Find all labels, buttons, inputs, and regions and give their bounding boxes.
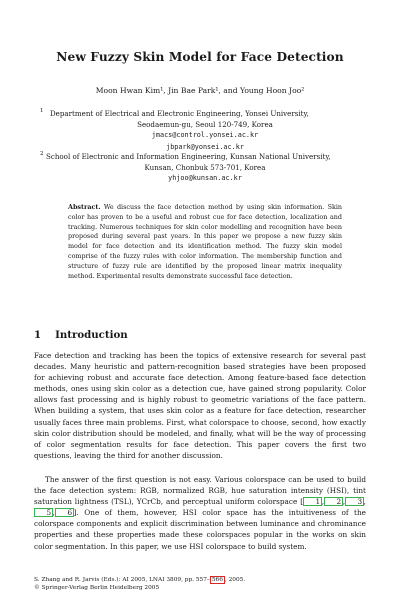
citation-link[interactable]: 6 — [55, 508, 74, 517]
section-heading — [34, 329, 128, 341]
abstract-text: We discuss the face detection method by using skin information. Skin color has proven to be a useful and robust cue for face detection, localization and tracking. Numerous techniques for skin color modelling and recognition have been proposed during several past years. In this paper we propose a new fuzzy skin model for face detection and its identification method. The fuzzy skin model comprise of the fuzzy rules with color information. The membership function and structure of fuzzy rule are identified by the proposed linear matrix inequality method. Experimental results demonstrate successful face detection. — [68, 203, 342, 280]
abstract — [68, 203, 342, 281]
page-link[interactable]: 566 — [211, 577, 223, 583]
paper-title: New Fuzzy Skin Model for Face Detection — [56, 50, 344, 64]
section-title: Introduction — [55, 329, 128, 341]
affiliation-number: 1 — [40, 108, 44, 114]
affiliation-number: 2 — [40, 151, 44, 157]
affiliation-line: Department of Electrical and Electronic Engineering, Yonsei University, — [50, 109, 309, 118]
email-link[interactable]: jmacs@control.yonsei.ac.kr — [151, 131, 259, 140]
paragraph-text: The answer of the first question is not easy. Various colorspace can be used to build the face detection system: RGB, normalized RGB, hue saturation intensity (HSI), tint saturation lightness (TSL), YCrCb, and perceptual uniform colorspace — [34, 475, 366, 507]
abstract-label: Abstract. — [68, 203, 101, 211]
paragraph-text: . One of them, however, HSI color space has the intuitiveness of the colorspace components and explicit discrimination between luminance and chrominance properties and these properties made these colorspaces popular in the works on skin color segmentation. In this paper, we use HSI colorspace to build system. — [34, 508, 366, 551]
citation-link[interactable]: 5 — [34, 508, 53, 517]
footer-line — [34, 576, 245, 584]
citation-group: [ 1 , 2 , 3 ,5 , 6 ] — [34, 497, 366, 517]
citation-link[interactable]: 2 — [324, 497, 343, 506]
copyright-line: © Springer-Verlag Berlin Heidelberg 2005 — [34, 585, 160, 591]
footer-text: , 2005. — [224, 577, 246, 583]
footer-citation — [34, 576, 245, 592]
affiliation-2 — [40, 151, 370, 185]
citation-link[interactable]: 3 — [345, 497, 364, 506]
author-list: Moon Hwan Kim¹, Jin Bae Park¹, and Young Hoon Joo² — [95, 86, 305, 95]
email-link[interactable]: yhjoo@kunsan.ac.kr — [168, 174, 242, 183]
affiliation-1 — [40, 108, 370, 153]
paragraph-1: Face detection and tracking has been the topics of extensive research for several past decades. Many heuristic and pattern-recognition based strategies have been proposed for achieving robust and accurate face detection. Among feature-based face detection methods, ones using skin color as a detection cue, have gained strong popularity. Color allows fast processing and is highly robust to geometric variations of the face pattern. When building a system, that uses skin color as a feature for face detection, researcher usually faces three main problems. First, what colorspace to choose, second, how exactly skin color distribution should be modeled, and finally, what will be the way of processing of color segmentation results for face detection. This paper covers the first two questions, leaving the third for another discussion. — [34, 351, 366, 460]
section-number: 1 — [34, 329, 42, 341]
affiliation-line: Kunsan, Chonbuk 573-701, Korea — [144, 163, 266, 173]
paragraph-2 — [34, 474, 366, 552]
citation-link[interactable]: 1 — [303, 497, 322, 506]
affiliation-line: Seodaemun-gu, Seoul 120-749, Korea — [137, 120, 273, 130]
email-link[interactable]: jbpark@yonsei.ac.kr — [166, 142, 244, 151]
footer-text: S. Zhang and R. Jarvis (Eds.): AI 2005, LNAI 3809, pp. 557– — [34, 577, 210, 583]
affiliation-line: School of Electronic and Information Engineering, Kunsan National University, — [46, 152, 331, 161]
